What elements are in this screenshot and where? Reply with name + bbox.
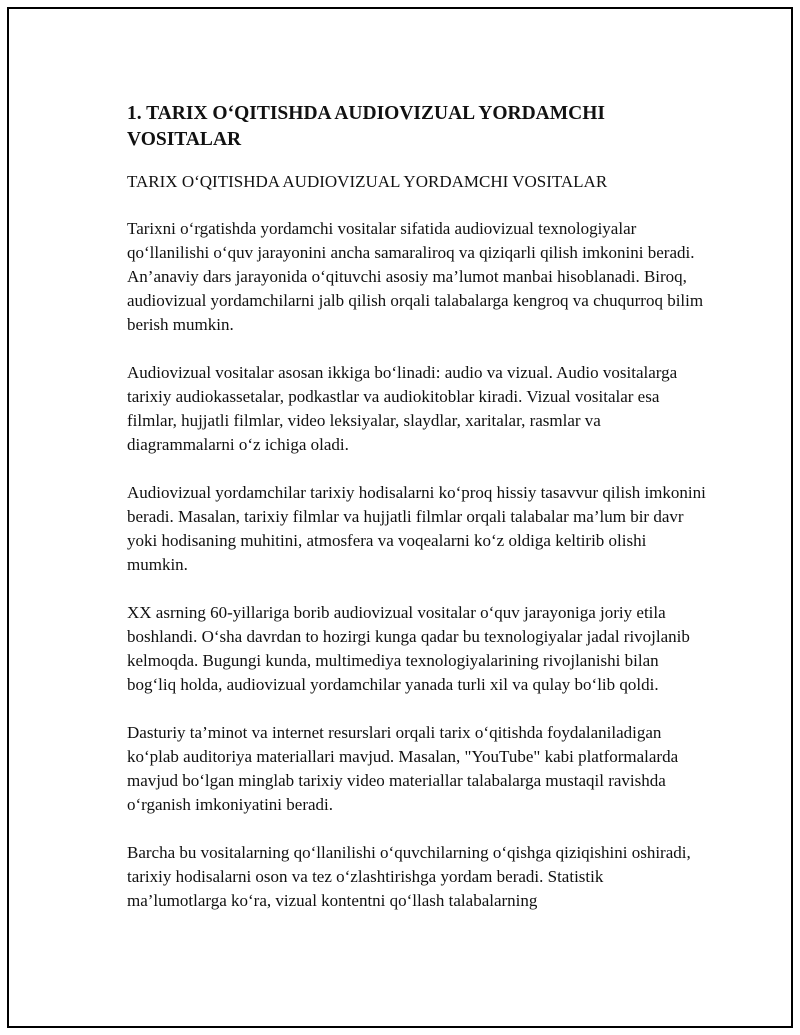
paragraph: XX asrning 60-yillariga borib audiovizual vositalar o‘quv jarayoniga joriy etila boshlandi. O‘sha davrdan to hozirgi kunga qadar bu texnologiyalar jadal rivojlanib kelmoqda. Bugungi kunda, multimediya texnologiyalarining rivojlanishi bilan bog‘liq holda, audiovizual yordamchilar yanada turli xil va qulay bo‘lib qoldi. [127, 603, 690, 694]
paragraph: Audiovizual yordamchilar tarixiy hodisalarni ko‘proq hissiy tasavvur qilish imkonini beradi. Masalan, tarixiy filmlar va hujjatli filmlar orqali talabalar ma’lum bir davr yoki hodisaning muhitini, atmosfera va voqealarni ko‘z oldiga keltirib olishi mumkin. [127, 483, 706, 574]
document-subheading: TARIX O‘QITISHDA AUDIOVIZUAL YORDAMCHI VOSITALAR [127, 172, 608, 191]
page-frame [7, 7, 793, 1028]
document-heading: 1. TARIX O‘QITISHDA AUDIOVIZUAL YORDAMCHI VOSITALAR [127, 103, 605, 150]
paragraph: Barcha bu vositalarning qo‘llanilishi o‘quvchilarning o‘qishga qiziqishini oshiradi, tarixiy hodisalarni oson va tez o‘zlashtirishga yordam beradi. Statistik ma’lumotlarga ko‘ra, vizual kontentni qo‘llash talabalarning [127, 843, 691, 910]
paragraph: Dasturiy ta’minot va internet resurslari orqali tarix o‘qitishda foydalaniladigan ko‘plab auditoriya materiallari mavjud. Masalan, "YouTube" kabi platformalarda mavjud bo‘lgan minglab tarixiy video materiallar talabalarga mustaqil ravishda o‘rganish imkoniyatini beradi. [127, 723, 679, 814]
paragraph: Tarixni o‘rgatishda yordamchi vositalar sifatida audiovizual texnologiyalar qo‘llanilishi o‘quv jarayonini ancha samaraliroq va qiziqarli qilish imkonini beradi. An’anaviy dars jarayonida o‘qituvchi asosiy ma’lumot manbai hisoblanadi. Biroq, audiovizual yordamchilarni jalb qilish orqali talabalarga kengroq va chuqurroq bilim berish mumkin. [127, 219, 704, 334]
document-body [127, 101, 707, 913]
paragraph: Audiovizual vositalar asosan ikkiga bo‘linadi: audio va vizual. Audio vositalarga tarixiy audiokassetalar, podkastlar va audiokitoblar kiradi. Vizual vositalar esa filmlar, hujjatli filmlar, video leksiyalar, slaydlar, xaritalar, rasmlar va diagrammalarni o‘z ichiga oladi. [127, 363, 678, 454]
